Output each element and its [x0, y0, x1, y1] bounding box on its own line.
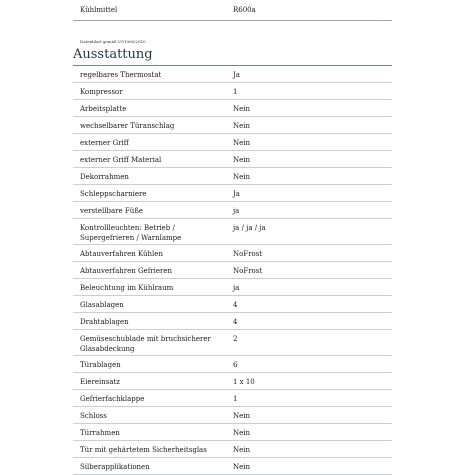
spec-label: Abtauverfahren Kühlen [80, 250, 163, 258]
spec-label: Schleppscharniere [80, 190, 147, 198]
spec-row [73, 185, 392, 202]
spec-label: Arbeitsplatte [80, 105, 127, 113]
spec-label: externer Griff Material [80, 156, 162, 164]
spec-row [73, 407, 392, 424]
spec-label: verstellbare Füße [80, 207, 144, 215]
spec-value: 1 x 10 [233, 378, 255, 386]
spec-row [73, 441, 392, 458]
spec-row [73, 296, 392, 313]
spec-value: Nein [233, 463, 251, 471]
spec-row [73, 168, 392, 185]
spec-value: NoFrost [233, 267, 263, 275]
spec-value: Nein [233, 446, 251, 454]
spec-label: Kühlmittel [80, 6, 118, 14]
spec-row [73, 245, 392, 262]
spec-label: Eiereinsatz [80, 378, 120, 386]
spec-label: Tür mit gehärtetem Sicherheitsglas [80, 446, 207, 454]
spec-label: Türablagen [80, 361, 121, 369]
spec-label: Abtauverfahren Gefrieren [80, 267, 173, 275]
spec-value: Nein [233, 429, 251, 437]
spec-label: Dekorrahmen [80, 173, 129, 181]
spec-label: regelbares Thermostat [80, 71, 162, 79]
spec-label: Kontrollleuchten: Betrieb / Supergefrieren / Warnlampe [80, 224, 182, 242]
spec-value: 2 [233, 335, 238, 343]
spec-label: Drahtablagen [80, 318, 129, 326]
spec-row [73, 151, 392, 168]
spec-label: wechselbarer Türanschlag [80, 122, 175, 130]
spec-table [73, 66, 392, 475]
spec-row [73, 390, 392, 407]
spec-row [73, 424, 392, 441]
document-page [73, 0, 392, 21]
spec-row-refrigerant [73, 0, 392, 21]
spec-label: Kompressor [80, 88, 123, 96]
spec-value: ja [233, 207, 240, 215]
spec-value: Nein [233, 122, 251, 130]
spec-label: Gemüseschublade mit bruchsicherer Glasabdeckung [80, 335, 211, 353]
spec-label: externer Griff [80, 139, 129, 147]
section-title: Ausstattung [73, 47, 153, 62]
spec-value: Nein [233, 105, 251, 113]
spec-row [73, 373, 392, 390]
spec-row [73, 202, 392, 219]
spec-value: Ja [233, 71, 240, 79]
spec-value: ja [233, 284, 240, 292]
spec-value: R600a [233, 6, 256, 14]
spec-row [73, 100, 392, 117]
datasheet-note: Datenblatt gemäß VO1060/2010 [80, 39, 146, 44]
spec-value: Nein [233, 412, 251, 420]
spec-row [73, 330, 392, 356]
spec-label: Schloss [80, 412, 107, 420]
spec-value: Nein [233, 156, 251, 164]
spec-value: Nein [233, 139, 251, 147]
spec-value: ja / ja / ja [233, 224, 266, 232]
spec-row [73, 313, 392, 330]
spec-value: 4 [233, 318, 238, 326]
spec-value: Ja [233, 190, 240, 198]
spec-row [73, 117, 392, 134]
spec-row [73, 66, 392, 83]
spec-label: Beleuchtung im Kühlraum [80, 284, 174, 292]
spec-row [73, 83, 392, 100]
spec-row [73, 458, 392, 475]
spec-value: 1 [233, 395, 238, 403]
spec-value: 6 [233, 361, 238, 369]
spec-row [73, 356, 392, 373]
spec-row [73, 219, 392, 245]
spec-label: Türrahmen [80, 429, 120, 437]
spec-value: NoFrost [233, 250, 263, 258]
spec-label: Gefrierfachklappe [80, 395, 145, 403]
spec-value: 1 [233, 88, 238, 96]
spec-label: Glasablagen [80, 301, 124, 309]
spec-row [73, 134, 392, 151]
spec-row [73, 279, 392, 296]
spec-label: Silberapplikationen [80, 463, 150, 471]
spec-value: 4 [233, 301, 238, 309]
spec-value: Nein [233, 173, 251, 181]
spec-row [73, 262, 392, 279]
